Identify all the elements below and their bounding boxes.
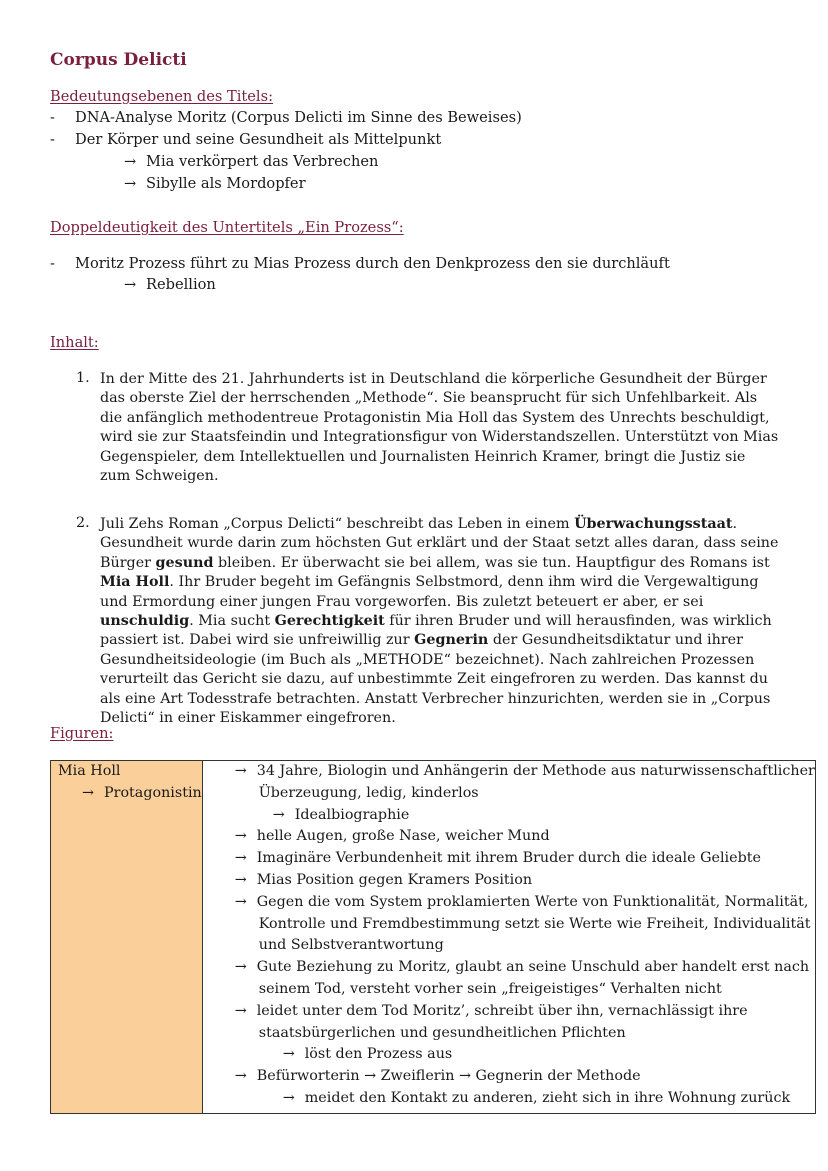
character-details bbox=[203, 761, 815, 1113]
section-heading-title-levels: Bedeutungsebenen des Titels: bbox=[50, 88, 274, 105]
detail-text: meidet den Kontakt zu anderen, zieht sich in ihre Wohnung zurück bbox=[304, 1089, 791, 1106]
arrow-icon: → bbox=[234, 1068, 247, 1085]
character-detail-line bbox=[203, 826, 815, 848]
arrow-icon: → bbox=[124, 153, 137, 170]
characters-table bbox=[50, 760, 816, 1114]
section-heading-content: Inhalt: bbox=[50, 334, 99, 351]
section-heading-subtitle: Doppeldeutigkeit des Untertitels „Ein Prozess“: bbox=[50, 219, 404, 236]
character-detail-line bbox=[203, 761, 815, 783]
character-name-cell bbox=[51, 761, 203, 1114]
arrow-icon: → bbox=[282, 1089, 295, 1106]
table-row bbox=[51, 761, 816, 1114]
detail-text: Kontrolle und Fremdbestimmung setzt sie Werte wie Freiheit, Individualität bbox=[258, 915, 811, 932]
character-detail-line bbox=[203, 957, 815, 979]
list-number: 1. bbox=[76, 370, 90, 386]
character-detail-line bbox=[203, 1023, 815, 1045]
detail-text: Gute Beziehung zu Moritz, glaubt an seine Unschuld aber handelt erst nach bbox=[256, 959, 810, 976]
dash-bullet: - bbox=[50, 109, 55, 126]
list-item-text: DNA-Analyse Moritz (Corpus Delicti im Sinne des Beweises) bbox=[75, 109, 522, 126]
character-name: Mia Holl bbox=[58, 763, 121, 779]
character-detail-line bbox=[203, 1001, 815, 1023]
detail-text: Mias Position gegen Kramers Position bbox=[256, 871, 533, 888]
dash-bullet: - bbox=[50, 131, 55, 148]
arrow-icon: → bbox=[234, 871, 247, 888]
detail-text: helle Augen, große Nase, weicher Mund bbox=[256, 828, 550, 845]
content-paragraph-1: In der Mitte des 21. Jahrhunderts ist in Deutschland die körperliche Gesundheit der Bürger das oberste Ziel der herrschenden „Methode“. Sie beansprucht für sich Unfehlbarkeit. Als die anfänglich methodentreue Protagonistin Mia Holl das System des Unrechts beschuldigt, wird sie zur Staatsfeindin und Integrationsfigur von Widerstandszellen. Unterstützt von Mias Gegenspieler, dem Intellektuellen und Journalisten Heinrich Kramer, bringt die Justiz sie zum Schweigen. bbox=[100, 371, 779, 485]
character-details-cell bbox=[202, 761, 815, 1114]
list-number: 2. bbox=[76, 515, 90, 531]
detail-text: seinem Tod, versteht vorher sein „freigeistiges“ Verhalten nicht bbox=[258, 980, 722, 997]
arrow-icon: → bbox=[234, 828, 247, 845]
character-detail-line bbox=[203, 870, 815, 892]
detail-text: Idealbiographie bbox=[294, 806, 410, 823]
character-detail-line bbox=[203, 783, 815, 805]
list-item bbox=[50, 108, 55, 128]
section-heading-characters: Figuren: bbox=[50, 725, 114, 742]
sub-list-item: → Sibylle als Mordopfer bbox=[124, 175, 306, 192]
arrow-icon: → bbox=[282, 1046, 295, 1063]
detail-text: löst den Prozess aus bbox=[304, 1046, 453, 1063]
arrow-icon: → bbox=[124, 276, 137, 293]
detail-text: und Selbstverantwortung bbox=[258, 937, 444, 954]
arrow-icon: → bbox=[124, 175, 137, 192]
character-role: → Protagonistin bbox=[51, 783, 202, 805]
content-paragraph-2: Juli Zehs Roman „Corpus Delicti“ beschreibt das Leben in einem Überwachungsstaat. Gesundheit wurde darin zum höchsten Gut erklärt und der Staat setzt alles daran, dass seine Bürger gesund bleiben. Er überwacht sie bei allem, was sie tun. Hauptfigur des Romans ist Mia Holl. Ihr Bruder begeht im Gefängnis Selbstmord, denn ihm wird die Vergewaltigung und Ermordung einer jungen Frau vorgeworfen. Bis zuletzt beteuert er aber, er sei unschuldig. Mia sucht Gerechtigkeit für ihren Bruder und will herausfinden, was wirklich passiert ist. Dabei wird sie unfreiwillig zur Gegnerin der Gesundheitsdiktatur und ihrer Gesundheitsideologie (im Buch als „METHODE“ bezeichnet). Nach zahlreichen Prozessen verurteilt das Gericht sie dazu, auf unbestimmte Zeit eingefroren zu werden. Das kannst du als eine Art Todesstrafe betrachten. Anstatt Verbrecher hinzurichten, werden sie in „Corpus Delicti“ in einer Eiskammer eingefroren. bbox=[100, 516, 779, 727]
detail-text: 34 Jahre, Biologin und Anhängerin der Methode aus naturwissenschaftlicher bbox=[256, 763, 815, 779]
detail-text: Überzeugung, ledig, kinderlos bbox=[258, 784, 479, 801]
sub-list-item: → Mia verkörpert das Verbrechen bbox=[124, 153, 379, 170]
arrow-icon: → bbox=[82, 784, 94, 801]
detail-text: Gegen die vom System proklamierten Werte von Funktionalität, Normalität, bbox=[256, 893, 809, 910]
character-detail-line bbox=[203, 979, 815, 1001]
character-detail-line bbox=[203, 805, 815, 827]
arrow-icon: → bbox=[234, 850, 247, 867]
list-item bbox=[50, 254, 55, 274]
character-detail-line bbox=[203, 935, 815, 957]
detail-text: Befürworterin → Zweiflerin → Gegnerin der Methode bbox=[256, 1068, 641, 1085]
arrow-icon: → bbox=[234, 763, 247, 779]
dash-bullet: - bbox=[50, 255, 55, 272]
character-detail-line bbox=[203, 1066, 815, 1088]
arrow-icon: → bbox=[234, 1002, 247, 1019]
arrow-icon: → bbox=[234, 959, 247, 976]
character-detail-line bbox=[203, 1044, 815, 1066]
list-item-text: Moritz Prozess führt zu Mias Prozess durch den Denkprozess den sie durchläuft bbox=[75, 255, 670, 272]
detail-text: Imaginäre Verbundenheit mit ihrem Bruder durch die ideale Geliebte bbox=[256, 850, 761, 867]
character-detail-line bbox=[203, 892, 815, 914]
character-detail-line bbox=[203, 1088, 815, 1110]
sub-list-item: → Rebellion bbox=[124, 276, 216, 293]
detail-text: staatsbürgerlichen und gesundheitlichen Pflichten bbox=[258, 1024, 626, 1041]
document-title: Corpus Delicti bbox=[50, 50, 187, 70]
arrow-icon: → bbox=[272, 806, 285, 823]
character-detail-line bbox=[203, 848, 815, 870]
character-detail-line bbox=[203, 914, 815, 936]
list-item-text: Der Körper und seine Gesundheit als Mittelpunkt bbox=[75, 131, 442, 148]
arrow-icon: → bbox=[234, 893, 247, 910]
list-item bbox=[50, 130, 55, 150]
detail-text: leidet unter dem Tod Moritz’, schreibt über ihn, vernachlässigt ihre bbox=[256, 1002, 748, 1019]
